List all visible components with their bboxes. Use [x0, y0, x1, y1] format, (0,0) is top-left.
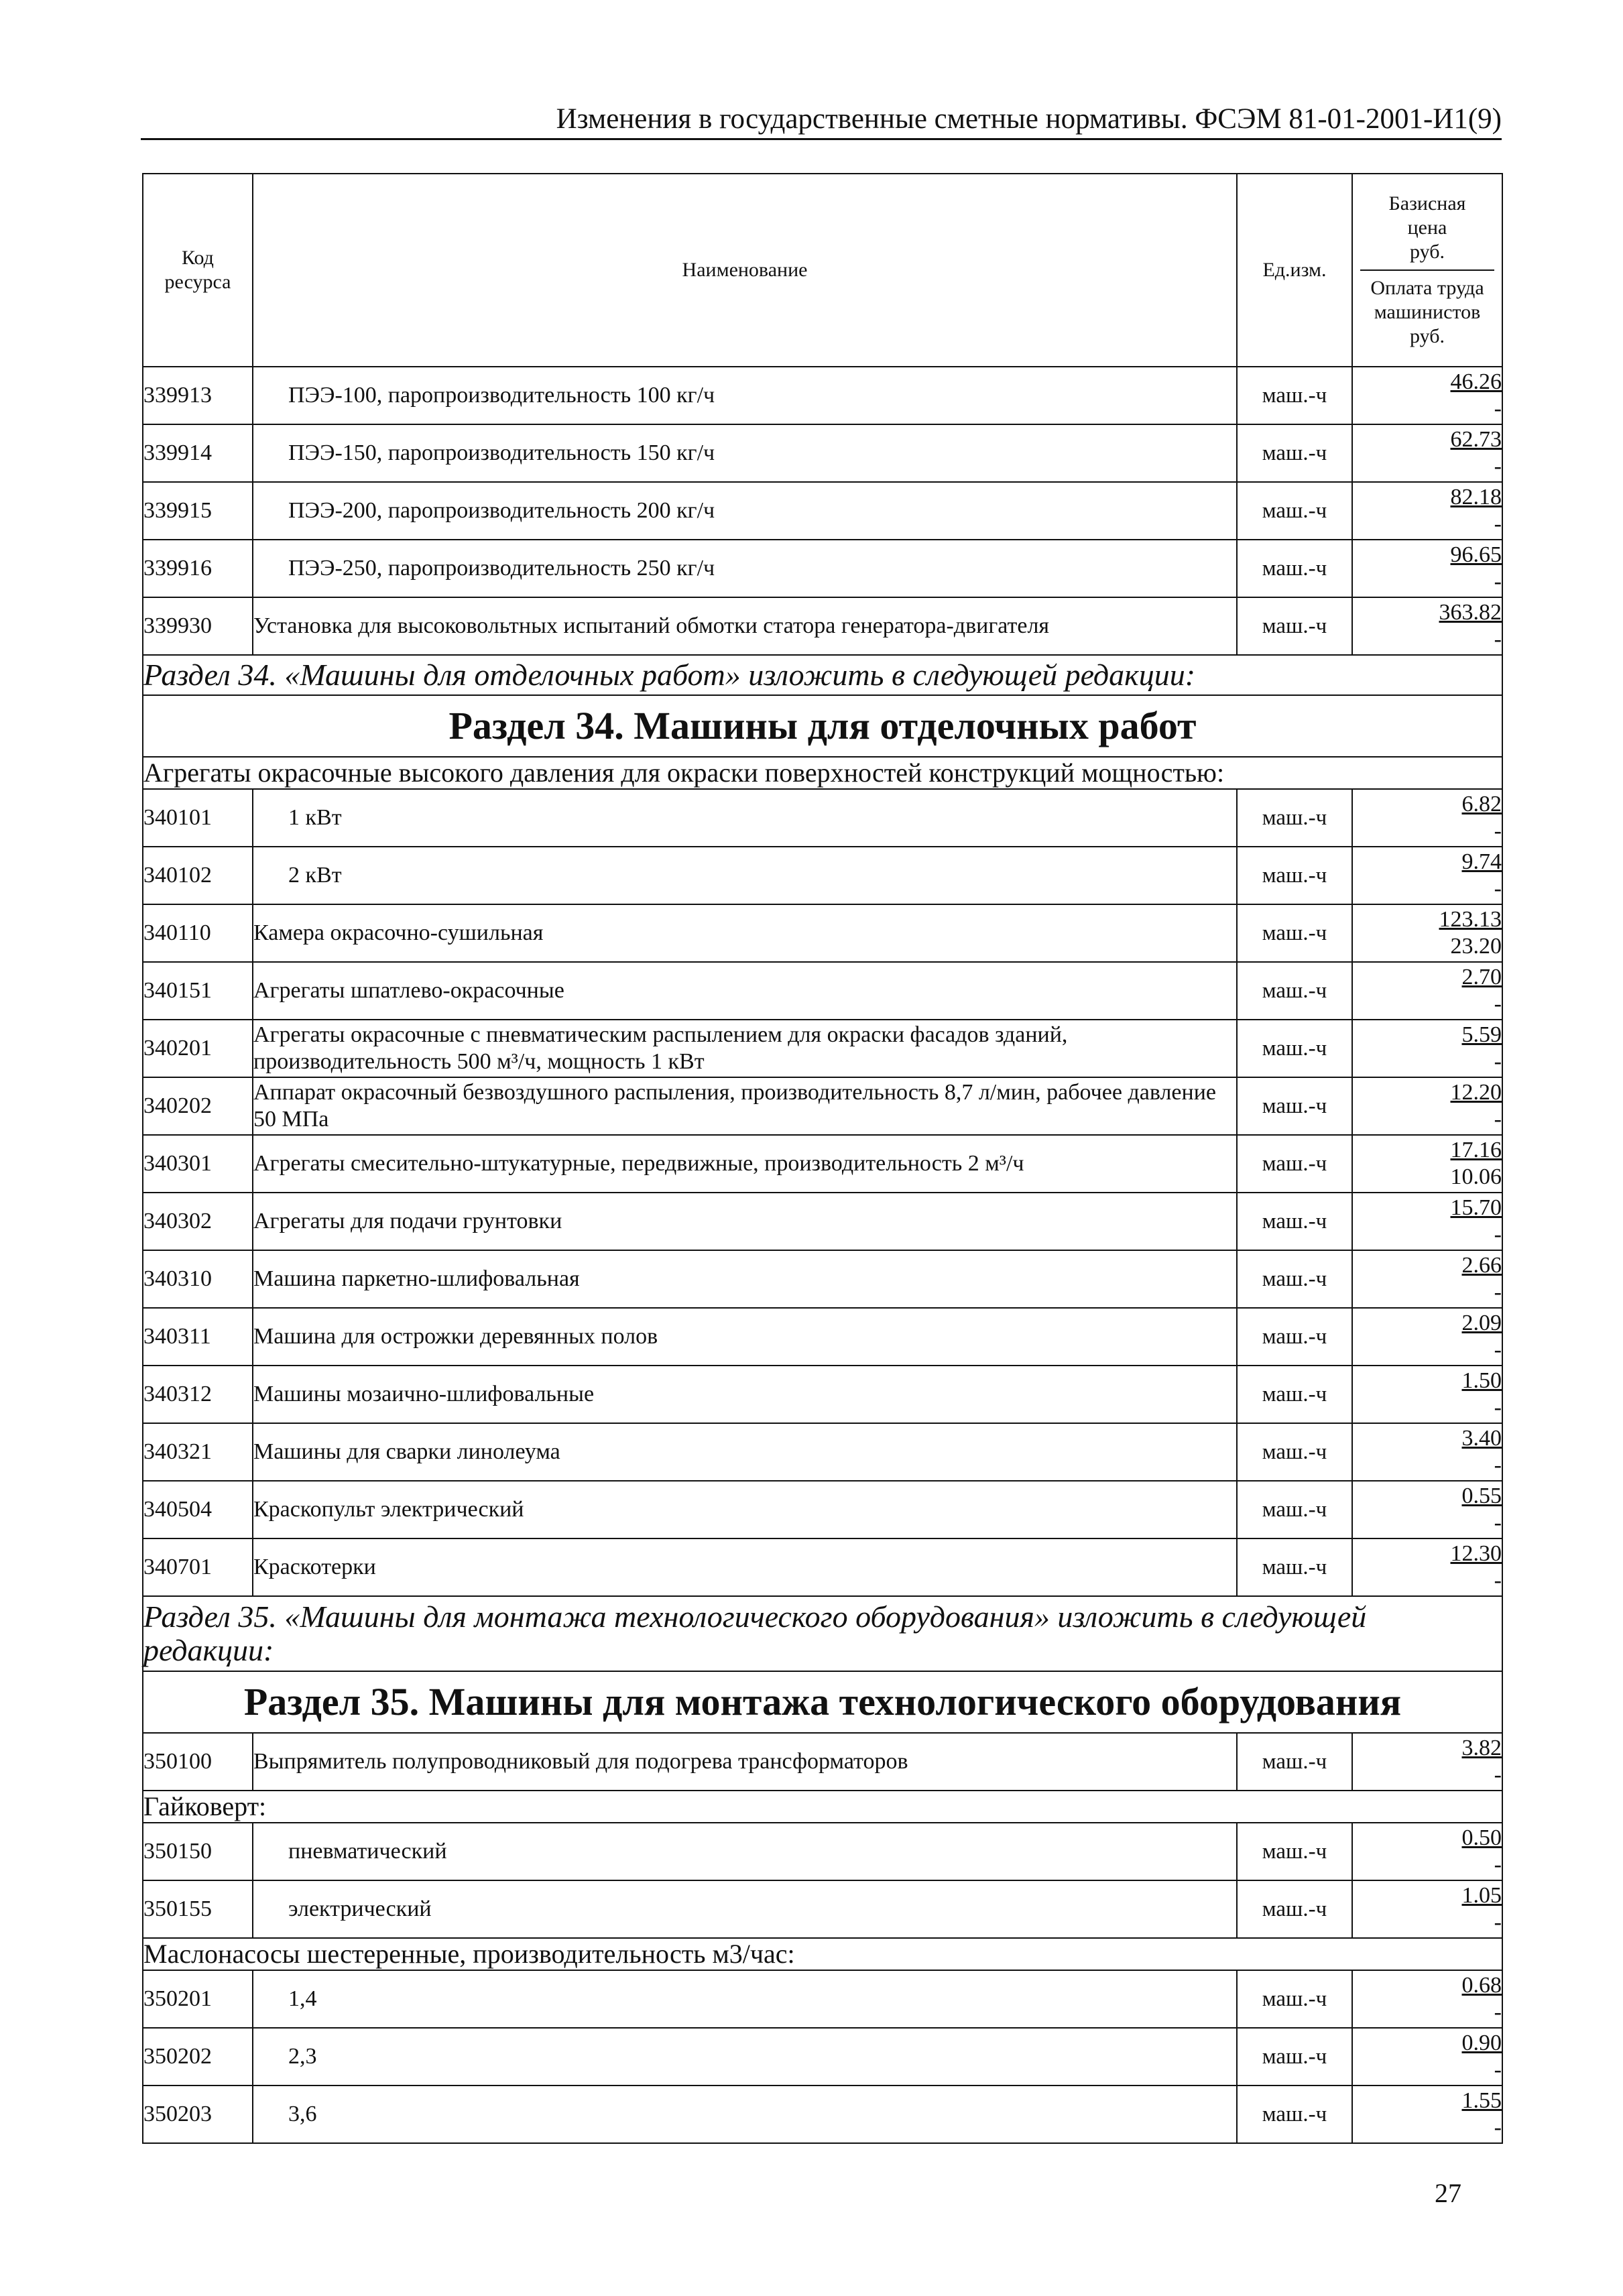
- table-row: [143, 1970, 1502, 2028]
- price-cell: [1352, 904, 1502, 962]
- unit-cell: маш.-ч: [1237, 1020, 1352, 1077]
- table-row: [143, 2028, 1502, 2086]
- price-cell: [1352, 1880, 1502, 1938]
- resource-code: 340102: [143, 847, 253, 904]
- base-price: 12.30: [1450, 1541, 1502, 1566]
- table-row: [143, 1366, 1502, 1423]
- operator-wage: -: [1494, 627, 1502, 652]
- resource-name: ПЭЭ-200, паропроизводительность 200 кг/ч: [253, 482, 1237, 540]
- price-cell: [1352, 1250, 1502, 1308]
- resource-code: 340301: [143, 1135, 253, 1193]
- operator-wage: 23.20: [1450, 934, 1502, 959]
- unit-cell: маш.-ч: [1237, 1733, 1352, 1791]
- price-cell: [1352, 1823, 1502, 1880]
- table-row: [143, 1020, 1502, 1077]
- resource-name: ПЭЭ-100, паропроизводительность 100 кг/ч: [253, 367, 1237, 424]
- base-price: 123.13: [1439, 907, 1502, 932]
- resource-code: 340101: [143, 789, 253, 847]
- resource-name: Установка для высоковольтных испытаний обмотки статора генератора-двигателя: [253, 597, 1237, 655]
- table-row: [143, 847, 1502, 904]
- resource-code: 339916: [143, 540, 253, 597]
- base-price: 2.66: [1461, 1253, 1502, 1278]
- resource-name: Машина паркетно-шлифовальная: [253, 1250, 1237, 1308]
- resource-code: 340321: [143, 1423, 253, 1481]
- base-price: 2.09: [1461, 1311, 1502, 1335]
- table-header-row: [143, 174, 1502, 367]
- operator-wage: -: [1494, 2000, 1502, 2025]
- table-row: [143, 367, 1502, 424]
- col-header-price: Базисная цена руб. Оплата труда машинистов руб.: [1352, 174, 1502, 367]
- price-cell: [1352, 847, 1502, 904]
- resource-name: Краскотерки: [253, 1538, 1237, 1596]
- resource-name: пневматический: [253, 1823, 1237, 1880]
- resource-name: Агрегаты смесительно-штукатурные, передвижные, производительность 2 м³/ч: [253, 1135, 1237, 1193]
- base-price: 1.05: [1461, 1883, 1502, 1908]
- operator-wage: -: [1494, 1910, 1502, 1935]
- resource-code: 350201: [143, 1970, 253, 2028]
- price-cell: [1352, 540, 1502, 597]
- table-row: [143, 1733, 1502, 1791]
- unit-cell: маш.-ч: [1237, 1970, 1352, 2028]
- section-35-title: Раздел 35. Машины для монтажа технологического оборудования: [143, 1671, 1502, 1733]
- price-cell: [1352, 1308, 1502, 1366]
- table-row: [143, 1538, 1502, 1596]
- operator-wage: -: [1494, 1395, 1502, 1420]
- resource-name: 3,6: [253, 2086, 1237, 2143]
- operator-wage: -: [1494, 1852, 1502, 1877]
- price-cell: [1352, 789, 1502, 847]
- table-row: [143, 424, 1502, 482]
- base-price: 5.59: [1461, 1022, 1502, 1047]
- resource-name: 1 кВт: [253, 789, 1237, 847]
- section-35-note: Раздел 35. «Машины для монтажа технологического оборудования» изложить в следующей редакции:: [143, 1596, 1502, 1671]
- resource-code: 340504: [143, 1481, 253, 1538]
- running-header: Изменения в государственные сметные нормативы. ФСЭМ 81-01-2001-И1(9): [141, 102, 1502, 140]
- resource-code: 350202: [143, 2028, 253, 2086]
- table-row: [143, 1308, 1502, 1366]
- resource-name: электрический: [253, 1880, 1237, 1938]
- base-price: 82.18: [1450, 485, 1502, 509]
- table-row: [143, 1077, 1502, 1135]
- unit-cell: маш.-ч: [1237, 1135, 1352, 1193]
- base-price: 9.74: [1461, 849, 1502, 874]
- operator-wage: -: [1494, 1280, 1502, 1305]
- table-row: [143, 789, 1502, 847]
- price-cell: [1352, 367, 1502, 424]
- operator-wage: -: [1494, 1568, 1502, 1593]
- section-34-title: Раздел 34. Машины для отделочных работ: [143, 695, 1502, 757]
- col-header-code: Код ресурса: [143, 174, 253, 367]
- section-35-subheading-wrench-row: [143, 1791, 1502, 1823]
- resource-code: 340311: [143, 1308, 253, 1366]
- resource-name: ПЭЭ-250, паропроизводительность 250 кг/ч: [253, 540, 1237, 597]
- price-cell: [1352, 597, 1502, 655]
- section-34-subheading-row: [143, 757, 1502, 789]
- operator-wage: -: [1494, 1762, 1502, 1787]
- operator-wage: -: [1494, 1510, 1502, 1535]
- resource-code: 350150: [143, 1823, 253, 1880]
- resource-name: Выпрямитель полупроводниковый для подогрева трансформаторов: [253, 1733, 1237, 1791]
- resource-name: Машина для острожки деревянных полов: [253, 1308, 1237, 1366]
- table-row: [143, 540, 1502, 597]
- operator-wage: -: [1494, 569, 1502, 594]
- price-cell: [1352, 1538, 1502, 1596]
- price-cell: [1352, 1366, 1502, 1423]
- base-price: 0.90: [1461, 2031, 1502, 2055]
- base-price: 17.16: [1450, 1138, 1502, 1162]
- resource-code: 340202: [143, 1077, 253, 1135]
- operator-wage: -: [1494, 454, 1502, 479]
- resource-code: 339914: [143, 424, 253, 482]
- unit-cell: маш.-ч: [1237, 1880, 1352, 1938]
- resource-name: Агрегаты шпатлево-окрасочные: [253, 962, 1237, 1020]
- resource-code: 350203: [143, 2086, 253, 2143]
- operator-wage: -: [1494, 1107, 1502, 1132]
- operator-wage: -: [1494, 991, 1502, 1016]
- price-cell: [1352, 1135, 1502, 1193]
- table-row: [143, 1880, 1502, 1938]
- unit-cell: маш.-ч: [1237, 1077, 1352, 1135]
- resource-code: 350100: [143, 1733, 253, 1791]
- base-price: 62.73: [1450, 427, 1502, 452]
- resource-code: 350155: [143, 1880, 253, 1938]
- price-cell: [1352, 1193, 1502, 1250]
- section-34-title-row: [143, 695, 1502, 757]
- table-row: [143, 904, 1502, 962]
- section-35-subheading-pumps-row: [143, 1938, 1502, 1970]
- unit-cell: маш.-ч: [1237, 540, 1352, 597]
- table-row: [143, 2086, 1502, 2143]
- unit-cell: маш.-ч: [1237, 1423, 1352, 1481]
- unit-cell: маш.-ч: [1237, 847, 1352, 904]
- table-row: [143, 962, 1502, 1020]
- base-price: 3.82: [1461, 1736, 1502, 1760]
- resource-name: Агрегаты для подачи грунтовки: [253, 1193, 1237, 1250]
- unit-cell: маш.-ч: [1237, 1538, 1352, 1596]
- base-price: 0.55: [1461, 1484, 1502, 1508]
- base-price: 46.26: [1450, 369, 1502, 394]
- resource-name: 1,4: [253, 1970, 1237, 2028]
- price-cell: [1352, 1423, 1502, 1481]
- section-34-note-row: [143, 655, 1502, 695]
- operator-wage: -: [1494, 511, 1502, 536]
- resource-name: Машины для сварки линолеума: [253, 1423, 1237, 1481]
- price-cell: [1352, 1020, 1502, 1077]
- col-header-unit: Ед.изм.: [1237, 174, 1352, 367]
- unit-cell: маш.-ч: [1237, 962, 1352, 1020]
- resource-code: 339915: [143, 482, 253, 540]
- base-price: 3.40: [1461, 1426, 1502, 1451]
- table-row: [143, 1423, 1502, 1481]
- resource-code: 340312: [143, 1366, 253, 1423]
- operator-wage: 10.06: [1450, 1164, 1502, 1189]
- resource-code: 340151: [143, 962, 253, 1020]
- unit-cell: маш.-ч: [1237, 482, 1352, 540]
- base-price: 6.82: [1461, 792, 1502, 817]
- resource-name: 2 кВт: [253, 847, 1237, 904]
- operator-wage: -: [1494, 2057, 1502, 2082]
- base-price: 2.70: [1461, 965, 1502, 989]
- base-price: 96.65: [1450, 542, 1502, 567]
- unit-cell: маш.-ч: [1237, 1193, 1352, 1250]
- base-price: 12.20: [1450, 1080, 1502, 1105]
- operator-wage: -: [1494, 1222, 1502, 1247]
- section-34-note: Раздел 34. «Машины для отделочных работ» изложить в следующей редакции:: [143, 655, 1502, 695]
- section-34-subheading: Агрегаты окрасочные высокого давления для окраски поверхностей конструкций мощностью:: [143, 757, 1502, 789]
- table-row: [143, 482, 1502, 540]
- price-cell: [1352, 1970, 1502, 2028]
- table-row: [143, 597, 1502, 655]
- operator-wage: -: [1494, 1337, 1502, 1362]
- price-cell: [1352, 2028, 1502, 2086]
- price-cell: [1352, 962, 1502, 1020]
- table-row: [143, 1135, 1502, 1193]
- price-cell: [1352, 482, 1502, 540]
- unit-cell: маш.-ч: [1237, 1250, 1352, 1308]
- col-header-name: Наименование: [253, 174, 1237, 367]
- resource-name: Агрегаты окрасочные с пневматическим распылением для окраски фасадов зданий, производительность 500 м³/ч, мощность 1 кВт: [253, 1020, 1237, 1077]
- unit-cell: маш.-ч: [1237, 1823, 1352, 1880]
- operator-wage: -: [1494, 396, 1502, 421]
- price-cell: [1352, 1733, 1502, 1791]
- unit-cell: маш.-ч: [1237, 2028, 1352, 2086]
- table-row: [143, 1823, 1502, 1880]
- unit-cell: маш.-ч: [1237, 1481, 1352, 1538]
- operator-wage: -: [1494, 1453, 1502, 1477]
- unit-cell: маш.-ч: [1237, 424, 1352, 482]
- resource-name: Машины мозаично-шлифовальные: [253, 1366, 1237, 1423]
- price-cell: [1352, 1481, 1502, 1538]
- unit-cell: маш.-ч: [1237, 1366, 1352, 1423]
- unit-cell: маш.-ч: [1237, 789, 1352, 847]
- unit-cell: маш.-ч: [1237, 597, 1352, 655]
- table-row: [143, 1481, 1502, 1538]
- resource-code: 340201: [143, 1020, 253, 1077]
- base-price: 0.50: [1461, 1825, 1502, 1850]
- resource-code: 340701: [143, 1538, 253, 1596]
- section-35-subheading-wrench: Гайковерт:: [143, 1791, 1502, 1823]
- operator-wage: -: [1494, 2115, 1502, 2140]
- resource-code: 340302: [143, 1193, 253, 1250]
- resource-name: 2,3: [253, 2028, 1237, 2086]
- unit-cell: маш.-ч: [1237, 367, 1352, 424]
- price-cell: [1352, 424, 1502, 482]
- unit-cell: маш.-ч: [1237, 2086, 1352, 2143]
- resource-name: Камера окрасочно-сушильная: [253, 904, 1237, 962]
- base-price: 0.68: [1461, 1973, 1502, 1998]
- resource-name: Краскопульт электрический: [253, 1481, 1237, 1538]
- resource-code: 339930: [143, 597, 253, 655]
- operator-wage: -: [1494, 819, 1502, 843]
- resource-code: 339913: [143, 367, 253, 424]
- resource-name: Аппарат окрасочный безвоздушного распыления, производительность 8,7 л/мин, рабочее давление 50 МПа: [253, 1077, 1237, 1135]
- base-price: 1.50: [1461, 1368, 1502, 1393]
- operator-wage: -: [1494, 876, 1502, 901]
- page-number: 27: [1435, 2178, 1461, 2208]
- resource-code: 340110: [143, 904, 253, 962]
- price-cell: [1352, 1077, 1502, 1135]
- section-35-subheading-pumps: Маслонасосы шестеренные, производительность м3/час:: [143, 1938, 1502, 1970]
- section-35-title-row: [143, 1671, 1502, 1733]
- base-price: 1.55: [1461, 2088, 1502, 2113]
- operator-wage: -: [1494, 1049, 1502, 1074]
- unit-cell: маш.-ч: [1237, 1308, 1352, 1366]
- base-price: 15.70: [1450, 1195, 1502, 1220]
- resource-name: ПЭЭ-150, паропроизводительность 150 кг/ч: [253, 424, 1237, 482]
- unit-cell: маш.-ч: [1237, 904, 1352, 962]
- section-35-note-row: [143, 1596, 1502, 1671]
- price-cell: [1352, 2086, 1502, 2143]
- machines-table: [142, 173, 1503, 2144]
- base-price: 363.82: [1439, 600, 1502, 625]
- table-row: [143, 1250, 1502, 1308]
- table-row: [143, 1193, 1502, 1250]
- resource-code: 340310: [143, 1250, 253, 1308]
